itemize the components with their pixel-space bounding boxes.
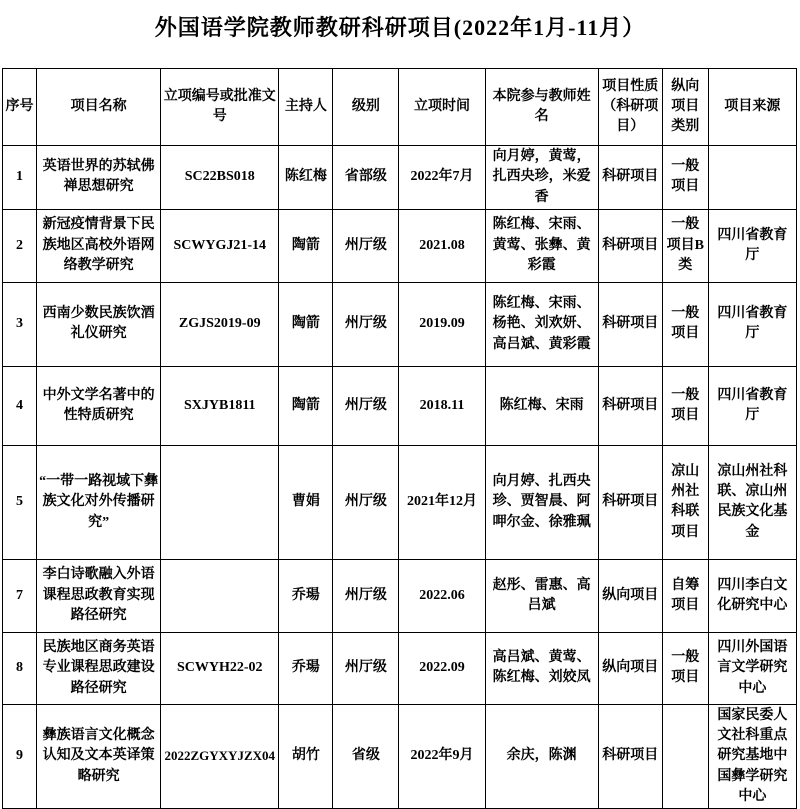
table-cell: 四川外国语言文学研究中心 [708, 632, 796, 704]
table-cell: 5 [3, 445, 37, 559]
table-cell: 四川李白文化研究中心 [708, 559, 796, 632]
table-cell: 4 [3, 366, 37, 445]
table-cell: 余庆，陈渊 [485, 704, 598, 808]
table-row [3, 146, 797, 210]
table-row [3, 559, 797, 632]
table-cell: 州厅级 [333, 632, 399, 704]
table-cell: 纵向项目 [598, 559, 662, 632]
table-cell: 四川省教育厅 [708, 209, 796, 282]
table-cell: 凉山州社科联项目 [662, 445, 708, 559]
table-cell: 3 [3, 282, 37, 366]
table-cell: 7 [3, 559, 37, 632]
table-cell: 陈红梅、宋雨 [485, 366, 598, 445]
table-body [3, 146, 797, 809]
table-cell: 科研项目 [598, 366, 662, 445]
table-cell: ZGJS2019-09 [161, 282, 279, 366]
table-cell: 四川省教育厅 [708, 366, 796, 445]
table-cell: 胡竹 [279, 704, 333, 808]
table-cell: 曹娟 [279, 445, 333, 559]
table-cell: 高吕斌、黄莺、陈红梅、刘姣凤 [485, 632, 598, 704]
table-cell: 2021年12月 [399, 445, 485, 559]
table-cell: 陈红梅 [279, 146, 333, 210]
table-cell: 省部级 [333, 146, 399, 210]
table-cell: 凉山州社科联、凉山州民族文化基金 [708, 445, 796, 559]
table-cell: 陶箭 [279, 209, 333, 282]
table-row [3, 282, 797, 366]
table-cell: 一般项目B类 [662, 209, 708, 282]
table-cell: 省级 [333, 704, 399, 808]
table-cell: 陈红梅、宋雨、黄莺、张彝、黄彩霞 [485, 209, 598, 282]
table-cell: 2 [3, 209, 37, 282]
table-cell: SCWYGJ21-14 [161, 209, 279, 282]
table-row [3, 445, 797, 559]
table-cell: 州厅级 [333, 282, 399, 366]
table-cell: 2022年9月 [399, 704, 485, 808]
table-cell: 2022.06 [399, 559, 485, 632]
table-cell: 乔瑒 [279, 632, 333, 704]
column-header-nature: 项目性质（科研项目） [598, 69, 662, 146]
table-cell: SC22BS018 [161, 146, 279, 210]
table-cell: 国家民委人文社科重点研究基地中国彝学研究中心 [708, 704, 796, 808]
table-cell: 科研项目 [598, 445, 662, 559]
column-header-number: 序号 [3, 69, 37, 146]
table-cell: 州厅级 [333, 559, 399, 632]
table-cell: 2018.11 [399, 366, 485, 445]
table-cell: 陈红梅、宋雨、杨艳、刘欢妍、高吕斌、黄彩霞 [485, 282, 598, 366]
table-cell [662, 704, 708, 808]
column-header-host: 主持人 [279, 69, 333, 146]
header-row [3, 69, 797, 146]
table-cell: “一带一路视域下彝族文化对外传播研究” [37, 445, 161, 559]
column-header-category: 纵向项目类别 [662, 69, 708, 146]
table-cell: 新冠疫情背景下民族地区高校外语网络教学研究 [37, 209, 161, 282]
table-cell: 自筹项目 [662, 559, 708, 632]
table-cell: 一般项目 [662, 366, 708, 445]
table-cell: 2019.09 [399, 282, 485, 366]
table-cell: 中外文学名著中的性特质研究 [37, 366, 161, 445]
table-cell: 西南少数民族饮酒礼仪研究 [37, 282, 161, 366]
table-row [3, 366, 797, 445]
table-cell: 彝族语言文化概念认知及文本英译策略研究 [37, 704, 161, 808]
table-cell: 2022ZGYXYJZX04 [161, 704, 279, 808]
table-cell: 向月婷、扎西央珍、贾智晨、阿呷尔金、徐雅珮 [485, 445, 598, 559]
table-cell: 赵彤、雷惠、高吕斌 [485, 559, 598, 632]
table-cell: 科研项目 [598, 282, 662, 366]
table-cell: 陶箭 [279, 366, 333, 445]
table-cell: 2022.09 [399, 632, 485, 704]
column-header-level: 级别 [333, 69, 399, 146]
column-header-name: 项目名称 [37, 69, 161, 146]
table-cell: 向月婷，黄莺，扎西央珍，米爱香 [485, 146, 598, 210]
table-cell: 英语世界的苏轼佛禅思想研究 [37, 146, 161, 210]
table-cell: 一般项目 [662, 632, 708, 704]
table-cell: 科研项目 [598, 146, 662, 210]
table-cell: 9 [3, 704, 37, 808]
table-cell [161, 445, 279, 559]
column-header-teachers: 本院参与教师姓名 [485, 69, 598, 146]
table-row [3, 209, 797, 282]
table-cell [708, 146, 796, 210]
table-cell: 四川省教育厅 [708, 282, 796, 366]
table-cell [161, 559, 279, 632]
table-cell: 乔瑒 [279, 559, 333, 632]
table-cell: 陶箭 [279, 282, 333, 366]
column-header-code: 立项编号或批准文号 [161, 69, 279, 146]
table-row [3, 632, 797, 704]
table-cell: SXJYB1811 [161, 366, 279, 445]
page-title: 外国语学院教师教研科研项目(2022年1月-11月） [154, 15, 646, 40]
table-cell: 科研项目 [598, 209, 662, 282]
table-cell: 州厅级 [333, 209, 399, 282]
table-cell: 2022年7月 [399, 146, 485, 210]
table-cell: 纵向项目 [598, 632, 662, 704]
table-cell: 民族地区商务英语专业课程思政建设路径研究 [37, 632, 161, 704]
table-header [3, 69, 797, 146]
table-cell: 1 [3, 146, 37, 210]
table-cell: 科研项目 [598, 704, 662, 808]
table-cell: 李白诗歌融入外语课程思政教育实现路径研究 [37, 559, 161, 632]
table-cell: 8 [3, 632, 37, 704]
table-cell: 一般项目 [662, 282, 708, 366]
table-cell: 2021.08 [399, 209, 485, 282]
table-cell: SCWYH22-02 [161, 632, 279, 704]
column-header-source: 项目来源 [708, 69, 796, 146]
column-header-date: 立项时间 [399, 69, 485, 146]
projects-table [2, 68, 797, 809]
table-row [3, 704, 797, 808]
table-cell: 州厅级 [333, 445, 399, 559]
table-cell: 州厅级 [333, 366, 399, 445]
table-cell: 一般项目 [662, 146, 708, 210]
